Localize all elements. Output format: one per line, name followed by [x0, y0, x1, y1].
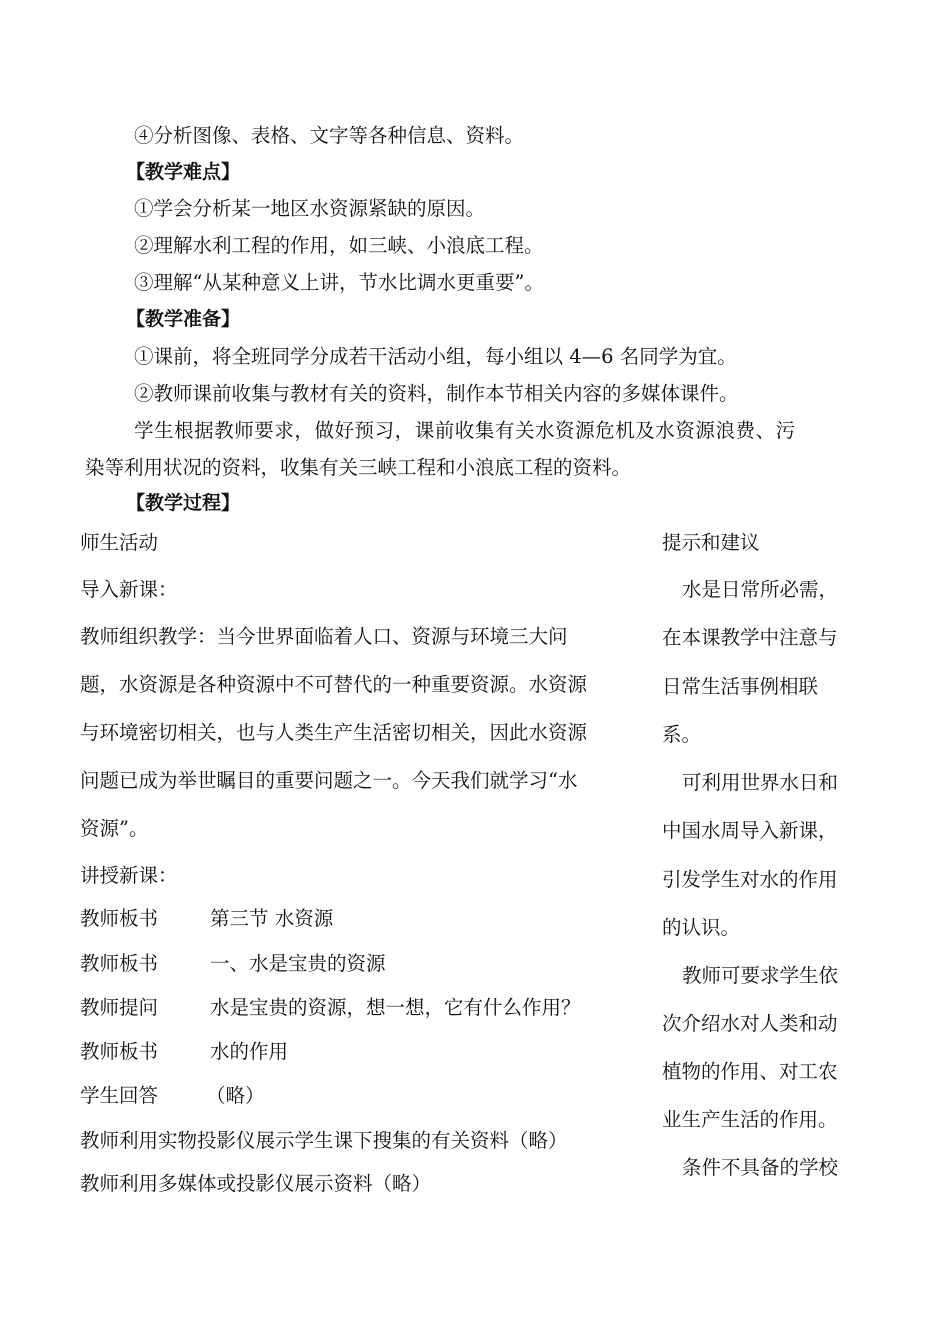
- new-lesson-label: 讲授新课：: [80, 864, 178, 887]
- tip-line: 植物的作用、对工农: [662, 1060, 838, 1083]
- step-row: [0, 1036, 640, 1066]
- difficulty-item: ①学会分析某一地区水资源紧缺的原因。: [134, 197, 486, 220]
- difficulty-item: ②理解水利工程的作用，如三峡、小浪底工程。: [134, 234, 544, 257]
- tip-line: 可利用世界水日和: [682, 771, 839, 794]
- step-content: 第三节 水资源: [210, 907, 334, 930]
- student-prep-line: 染等利用状况的资料，收集有关三峡工程和小浪底工程的资料。: [85, 456, 632, 479]
- tip-line: 在本课教学中注意与: [662, 626, 838, 649]
- difficulty-item: ③理解“从某种意义上讲，节水比调水更重要”。: [134, 271, 544, 294]
- extra-line: 教师利用多媒体或投影仪展示资料（略）: [80, 1172, 432, 1195]
- extra-line: 教师利用实物投影仪展示学生课下搜集的有关资料（略）: [80, 1129, 568, 1152]
- tip-line: 水是日常所必需，: [682, 578, 839, 601]
- preparation-heading: 【教学准备】: [126, 308, 241, 330]
- tip-line: 系。: [662, 723, 702, 746]
- step-content: （略）: [206, 1084, 265, 1107]
- step-actor: 教师板书: [80, 1040, 159, 1063]
- step-content: 一、水是宝贵的资源: [210, 952, 386, 975]
- step-row: [0, 903, 640, 933]
- step-content: 水是宝贵的资源，想一想，它有什么作用？: [210, 996, 581, 1019]
- difficulties-heading: 【教学难点】: [126, 161, 241, 183]
- tip-line: 的认识。: [662, 916, 741, 939]
- step-row: [0, 1080, 640, 1110]
- process-heading: 【教学过程】: [126, 492, 241, 514]
- preparation-item: ②教师课前收集与教材有关的资料，制作本节相关内容的多媒体课件。: [134, 382, 739, 405]
- tip-line: 条件不具备的学校: [682, 1156, 839, 1179]
- step-actor: 教师提问: [80, 996, 159, 1019]
- step-row: [0, 992, 640, 1022]
- intro-line: 与环境密切相关，也与人类生产生活密切相关，因此水资源: [80, 721, 588, 744]
- objective-item-4: ④分析图像、表格、文字等各种信息、资料。: [134, 124, 525, 147]
- intro-label: 导入新课：: [80, 578, 178, 601]
- tip-line: 次介绍水对人类和动: [662, 1012, 838, 1035]
- tip-line: 教师可要求学生依: [682, 964, 839, 987]
- column-header-tips: 提示和建议: [662, 531, 760, 554]
- intro-line: 题，水资源是各种资源中不可替代的一种重要资源。水资源: [80, 673, 588, 696]
- tip-line: 日常生活事例相联: [662, 675, 819, 698]
- tip-line: 引发学生对水的作用: [662, 868, 838, 891]
- intro-line: 资源”。: [80, 817, 149, 840]
- step-row: [0, 948, 640, 978]
- tip-line: 中国水周导入新课，: [662, 819, 838, 842]
- step-actor: 学生回答: [80, 1084, 159, 1107]
- column-header-activities: 师生活动: [80, 531, 159, 554]
- step-content: 水的作用: [210, 1040, 289, 1063]
- student-prep-line: 学生根据教师要求，做好预习，课前收集有关水资源危机及水资源浪费、污: [134, 419, 796, 442]
- intro-line: 问题已成为举世瞩目的重要问题之一。今天我们就学习“水: [80, 769, 578, 792]
- intro-line: 教师组织教学：当今世界面临着人口、资源与环境三大问: [80, 625, 568, 648]
- preparation-item: ①课前，将全班同学分成若干活动小组，每小组以 4—6 名同学为宜。: [134, 345, 737, 368]
- step-actor: 教师板书: [80, 952, 159, 975]
- tip-line: 业生产生活的作用。: [662, 1108, 838, 1131]
- step-actor: 教师板书: [80, 907, 159, 930]
